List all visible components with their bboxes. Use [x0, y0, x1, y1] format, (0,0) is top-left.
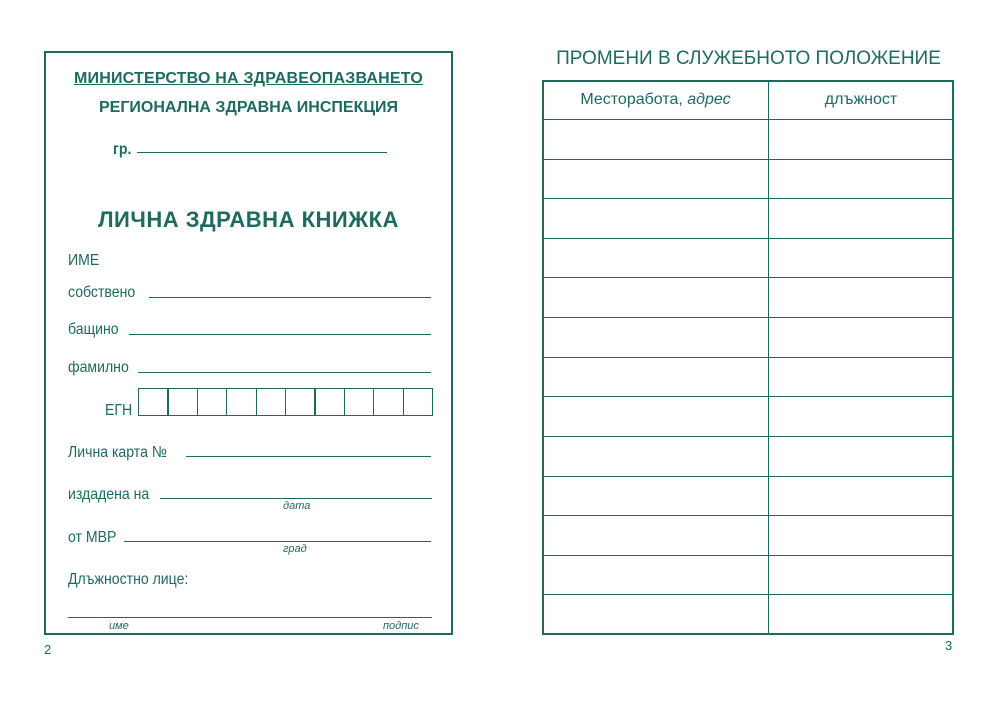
official-name-hint: име — [109, 620, 129, 632]
regional-inspection-name: РЕГИОНАЛНА ЗДРАВНА ИНСПЕКЦИЯ — [98, 99, 399, 116]
address-header-text: адрес — [687, 91, 731, 108]
egn-digit-box[interactable] — [167, 388, 198, 416]
workplace-header-text: Месторабота, — [580, 91, 683, 108]
id-card-field[interactable] — [186, 456, 431, 457]
table-row — [543, 436, 953, 437]
father-name-label: бащино — [68, 321, 119, 338]
table-row — [543, 119, 953, 120]
egn-label: ЕГН — [105, 402, 133, 419]
egn-digit-box[interactable] — [285, 388, 316, 416]
issued-label: издадена на — [68, 486, 150, 503]
city-label: гр. — [113, 141, 132, 158]
table-row — [543, 198, 953, 199]
first-name-field[interactable] — [149, 297, 431, 298]
position-header: длъжност — [824, 91, 898, 108]
official-sign-hint: подпис — [383, 620, 419, 632]
egn-digit-box[interactable] — [403, 388, 434, 416]
table-row — [543, 277, 953, 278]
mvr-label: от МВР — [68, 529, 117, 546]
egn-digit-box[interactable] — [344, 388, 375, 416]
mvr-city-hint: град — [283, 543, 307, 555]
page-number-right: 3 — [945, 638, 953, 653]
id-card-label: Лична карта № — [68, 444, 167, 461]
table-row — [543, 159, 953, 160]
egn-digit-box[interactable] — [314, 388, 345, 416]
table-row — [543, 238, 953, 239]
city-field[interactable] — [137, 152, 387, 153]
issued-date-hint: дата — [283, 500, 311, 512]
page-number-left: 2 — [44, 642, 52, 657]
family-name-label: фамилно — [68, 359, 129, 376]
official-signature-field[interactable] — [68, 617, 432, 618]
changes-title: ПРОМЕНИ В СЛУЖЕБНОТО ПОЛОЖЕНИЕ — [556, 48, 941, 69]
name-heading: ИМЕ — [68, 252, 100, 269]
table-row — [543, 317, 953, 318]
family-name-field[interactable] — [138, 372, 431, 373]
table-row — [543, 357, 953, 358]
ministry-name: МИНИСТЕРСТВО НА ЗДРАВЕОПАЗВАНЕТО — [73, 70, 424, 87]
table-row — [543, 396, 953, 397]
issued-date-field[interactable] — [160, 498, 432, 499]
table-row — [543, 555, 953, 556]
egn-digit-box[interactable] — [373, 388, 404, 416]
workplace-header — [543, 91, 768, 109]
egn-digit-box[interactable] — [226, 388, 257, 416]
table-row — [543, 594, 953, 595]
egn-digit-box[interactable] — [197, 388, 228, 416]
first-name-label: собствено — [68, 284, 136, 301]
left-page-frame — [44, 51, 453, 635]
book-title: ЛИЧНА ЗДРАВНА КНИЖКА — [98, 207, 399, 232]
official-label: Длъжностно лице: — [68, 571, 189, 588]
egn-digit-box[interactable] — [256, 388, 287, 416]
father-name-field[interactable] — [129, 334, 431, 335]
mvr-city-field[interactable] — [124, 541, 431, 542]
egn-digit-box[interactable] — [138, 388, 169, 416]
table-row — [543, 515, 953, 516]
table-row — [543, 476, 953, 477]
